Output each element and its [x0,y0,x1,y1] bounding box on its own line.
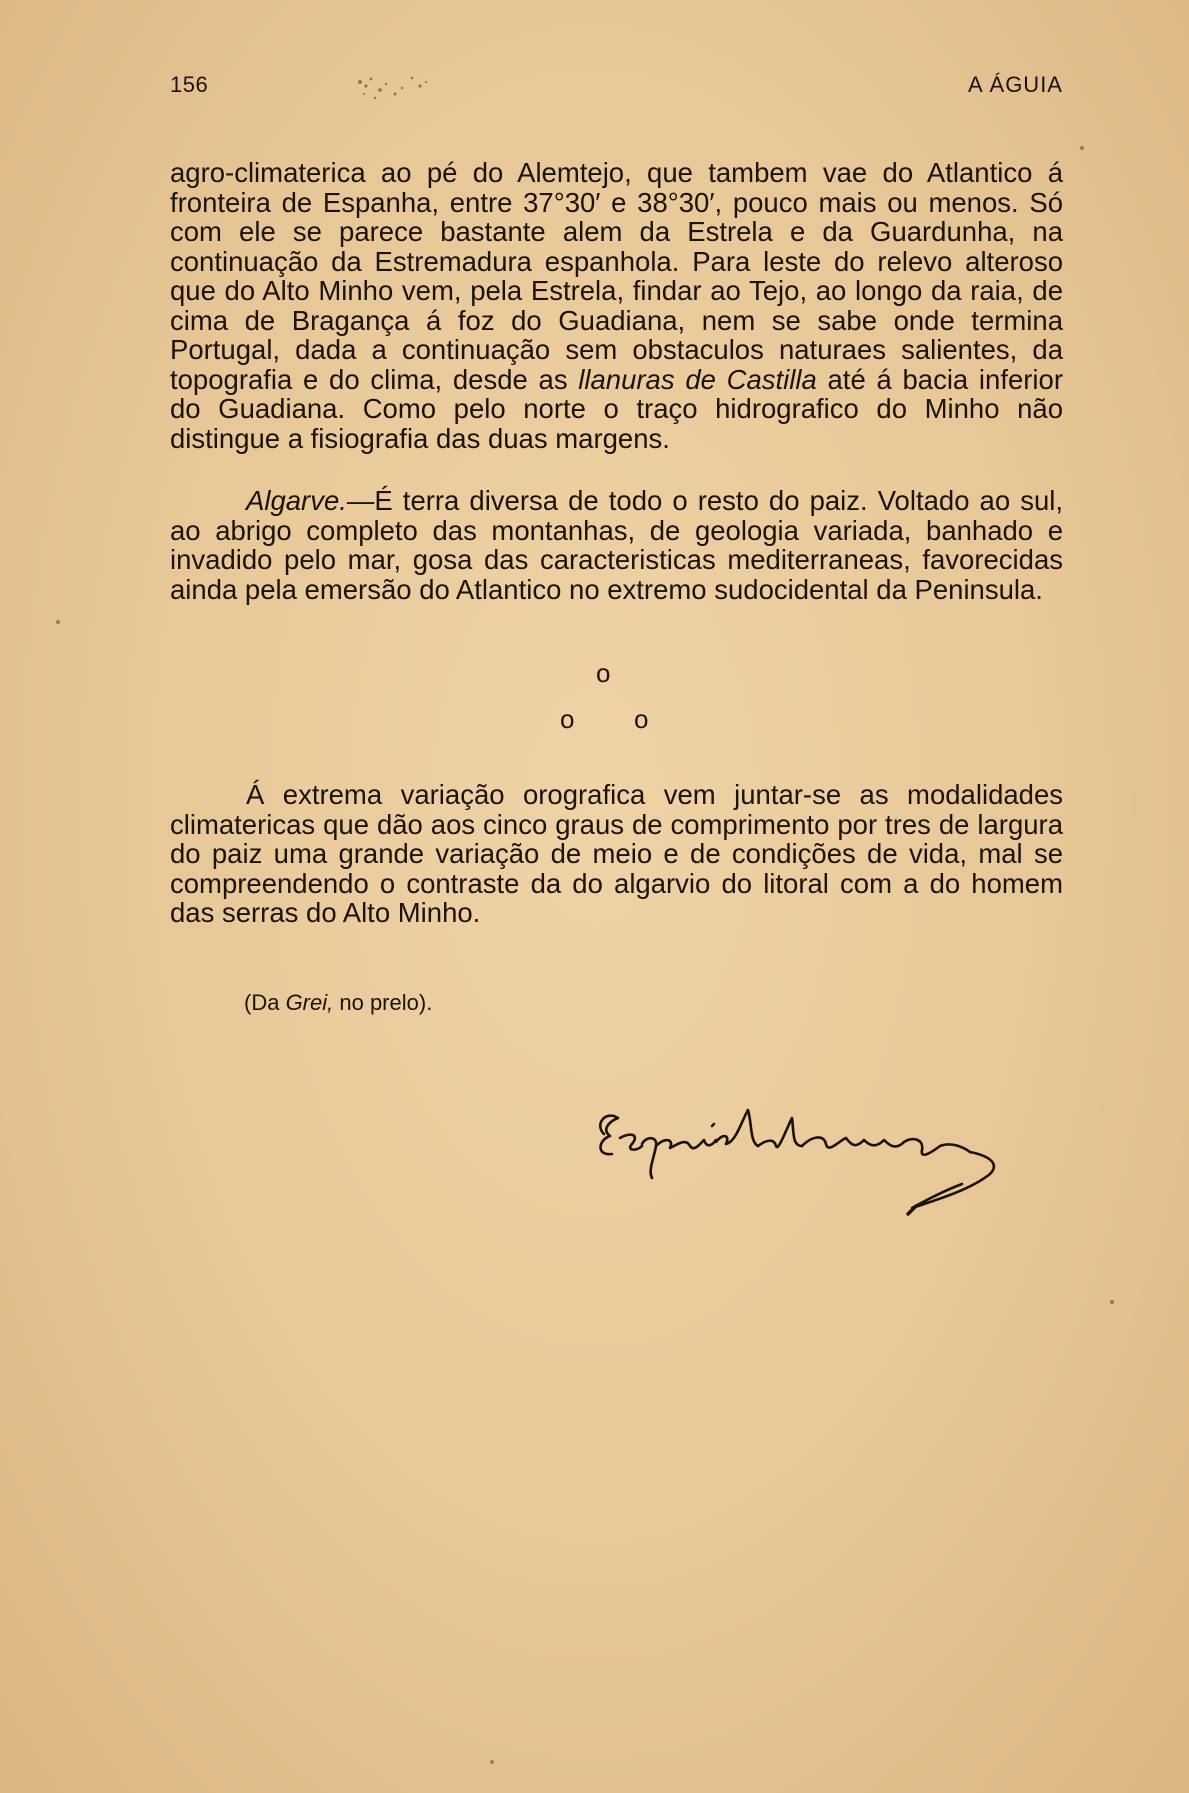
paragraph-alemtejo [170,158,1063,453]
paper-speck [1080,146,1084,150]
source-note-text: (Da [244,990,286,1015]
paragraph-algarve [170,486,1063,604]
divider-mark: o [596,658,611,688]
paper-speck [1110,1300,1114,1304]
page-number: 156 [170,72,209,97]
source-note-text: no prelo). [333,990,433,1015]
paper-speck [56,620,60,624]
section-divider [540,660,680,750]
source-title: Grei, [285,990,334,1015]
author-signature [590,1100,1050,1240]
source-note [244,990,432,1016]
running-head: A ÁGUIA [967,72,1063,97]
paragraph-text: agro-climaterica ao pé do Alemtejo, que tambem vae do Atlantico á fronteira de Espanha, entre 37°30′ e 38°30′, pouco mais ou menos. Só com ele se parece bastante alem da Estrela e da Guardunha, na continuação da Estremadura espanhola. Para leste do relevo alteroso que do Alto Minho vem, pela Estrela, findar ao Tejo, ao longo da raia, de cima de Bragança á foz do Guadiana, nem se sabe onde termina Portugal, dada a continuação sem obstaculos naturaes salientes, da topografia e do clima, desde as [170,157,1063,395]
paper-speck [490,1760,494,1764]
paragraph-text: Á extrema variação orografica vem juntar-se as modalidades climatericas que dão aos cinco graus de comprimento por tres de largura do paiz uma grande variação de meio e de condições de vida, mal se compreendendo o contraste da do algarvio do litoral com a do homem das serras do Alto Minho. [170,779,1063,928]
page-header [170,72,1063,104]
paragraph-text: até á bacia inferior do Guadiana. Como pelo norte o traço hidrografico do Minho não distingue a fisiografia das duas margens. [170,363,1063,454]
section-heading: Algarve. [246,485,347,516]
divider-mark: o [560,704,575,734]
divider-mark: o [634,704,649,734]
paragraph-text: —É terra diversa de todo o resto do paiz. Voltado ao sul, ao abrigo completo das montanhas, de geologia variada, banhado e invadido pelo mar, gosa das caracteristicas mediterraneas, favorecidas ainda pela emersão do Atlantico no extremo sudocidental da Peninsula. [170,485,1063,605]
paragraph-conclusion [170,780,1063,928]
italic-phrase: llanuras de Castilla [578,363,817,395]
